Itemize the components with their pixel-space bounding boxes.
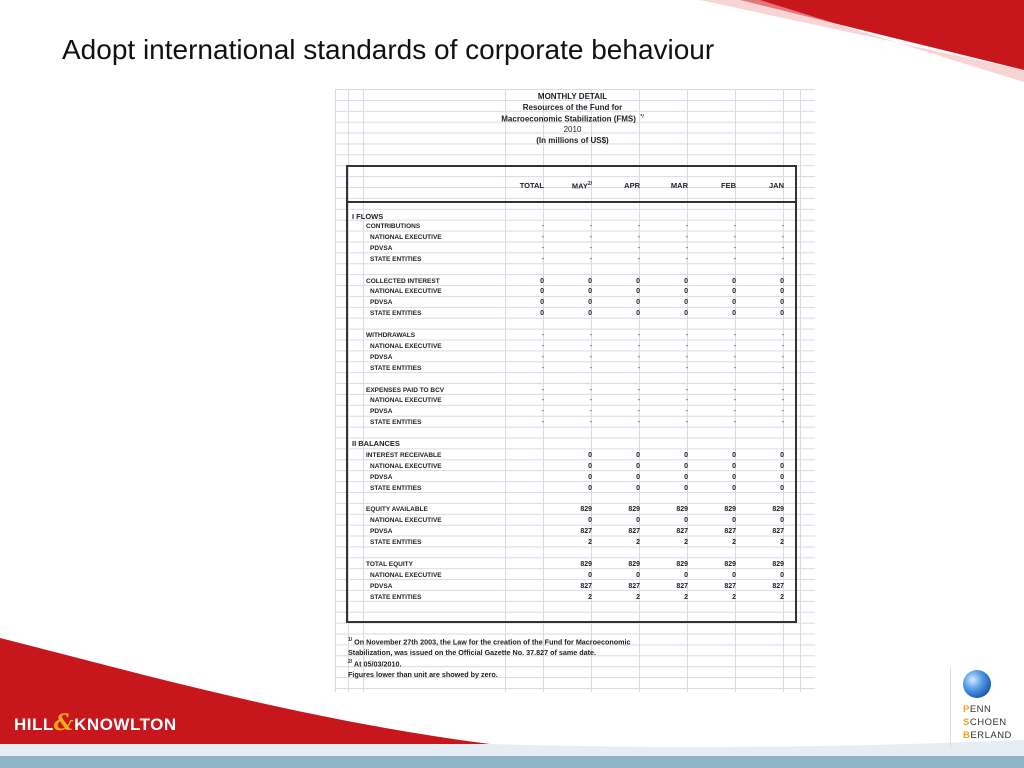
table-cell: 0: [732, 277, 736, 285]
table-cell: -: [589, 342, 592, 350]
table-cell: -: [733, 342, 736, 350]
table-cell: 2: [780, 593, 784, 601]
table-cell: -: [589, 386, 592, 394]
logo-ampersand: &: [53, 710, 75, 736]
table-cell: -: [685, 332, 688, 339]
table-cell: 2: [636, 539, 640, 547]
table-cell: -: [637, 223, 640, 230]
table-cell: 0: [588, 484, 592, 492]
table-cell: 2: [684, 539, 688, 547]
section-flows: I FLOWS: [352, 212, 384, 221]
table-cell: 827: [628, 528, 640, 536]
table-cell: 829: [676, 560, 688, 568]
table-cell: -: [781, 223, 784, 230]
table-cell: -: [589, 244, 592, 252]
table-cell: 0: [732, 451, 736, 459]
table-cell: -: [685, 386, 688, 394]
row-label: NATIONAL EXECUTIVE: [370, 517, 442, 525]
table-cell: -: [733, 353, 736, 361]
table-header-divider: [348, 201, 795, 203]
table-cell: 0: [588, 277, 592, 285]
table-cell: -: [733, 364, 736, 372]
table-cell: 829: [772, 560, 784, 568]
table-cell: 0: [588, 288, 592, 296]
table-cell: -: [637, 255, 640, 263]
table-cell: 0: [540, 299, 544, 307]
row-label: STATE ENTITIES: [370, 484, 422, 492]
table-cell: 0: [636, 571, 640, 579]
table-cell: -: [685, 397, 688, 405]
table-cell: -: [589, 364, 592, 372]
table-cell: 0: [540, 277, 544, 285]
logo-text: HILL: [14, 715, 54, 734]
row-label: PDVSA: [370, 582, 393, 590]
table-cell: -: [637, 408, 640, 416]
table-cell: -: [541, 244, 544, 252]
table-cell: -: [781, 353, 784, 361]
table-cell: -: [541, 233, 544, 241]
logo-text: KNOWLTON: [74, 715, 177, 734]
table-cell: -: [589, 255, 592, 263]
table-cell: -: [541, 332, 544, 339]
table-cell: -: [637, 386, 640, 394]
table-cell: 0: [588, 299, 592, 307]
footnote: Figures lower than unit are showed by zero.: [348, 670, 498, 679]
penn-schoen-berland-logo: [950, 668, 1017, 748]
row-label: PDVSA: [370, 528, 393, 536]
table-cell: -: [541, 353, 544, 361]
slide-title: Adopt international standards of corporate behaviour: [62, 34, 715, 65]
table-cell: 829: [628, 506, 640, 514]
table-cell: 2: [636, 593, 640, 601]
column-header-may: $MAY^{2/}$: [571, 181, 592, 191]
table-cell: 2: [588, 593, 592, 601]
header-note-marker: */: [640, 114, 644, 120]
table-cell: 827: [724, 582, 736, 590]
row-label: TOTAL EQUITY: [366, 560, 413, 568]
table-cell: 829: [580, 560, 592, 568]
table-cell: 2: [588, 539, 592, 547]
row-label: INTEREST RECEIVABLE: [366, 451, 442, 459]
bottom-blue-bar: [0, 756, 1024, 768]
table-cell: -: [781, 233, 784, 241]
table-cell: -: [541, 364, 544, 372]
row-label: STATE ENTITIES: [370, 364, 422, 372]
table-cell: 827: [676, 528, 688, 536]
table-cell: 0: [684, 571, 688, 579]
table-cell: 0: [636, 288, 640, 296]
table-cell: -: [637, 364, 640, 372]
row-label: NATIONAL EXECUTIVE: [370, 233, 442, 241]
table-cell: 827: [676, 582, 688, 590]
table-cell: -: [781, 244, 784, 252]
table-cell: -: [541, 419, 544, 427]
row-label: STATE ENTITIES: [370, 419, 422, 427]
table-cell: -: [733, 255, 736, 263]
table-cell: -: [589, 233, 592, 241]
table-cell: 0: [780, 299, 784, 307]
table-cell: -: [781, 408, 784, 416]
table-cell: 827: [772, 528, 784, 536]
table-cell: 0: [732, 310, 736, 318]
globe-icon: [963, 670, 991, 698]
table-cell: 0: [588, 473, 592, 481]
row-label: PDVSA: [370, 408, 393, 416]
table-cell: 0: [780, 277, 784, 285]
table-cell: 0: [780, 451, 784, 459]
table-cell: 0: [780, 571, 784, 579]
table-cell: 829: [724, 560, 736, 568]
table-cell: 0: [540, 310, 544, 318]
table-cell: -: [685, 419, 688, 427]
table-cell: 827: [724, 528, 736, 536]
table-cell: 2: [732, 593, 736, 601]
table-cell: -: [541, 342, 544, 350]
footnote: Stabilization, was issued on the Official Gazette No. 37.827 of same date.: [348, 648, 597, 657]
row-label: NATIONAL EXECUTIVE: [370, 288, 442, 296]
table-cell: -: [781, 342, 784, 350]
table-cell: -: [781, 419, 784, 427]
column-header-jan: JAN: [768, 181, 784, 190]
table-cell: -: [733, 223, 736, 230]
row-label: PDVSA: [370, 353, 393, 361]
table-cell: -: [781, 332, 784, 339]
table-cell: 0: [732, 571, 736, 579]
row-label: NATIONAL EXECUTIVE: [370, 462, 442, 470]
table-cell: 829: [676, 506, 688, 514]
table-cell: 0: [588, 462, 592, 470]
table-body-box: [346, 165, 797, 623]
table-cell: 0: [636, 484, 640, 492]
table-cell: -: [781, 364, 784, 372]
column-header-mar: MAR: [670, 181, 688, 190]
table-cell: 829: [772, 506, 784, 514]
table-cell: 0: [780, 288, 784, 296]
table-cell: -: [637, 397, 640, 405]
table-cell: -: [589, 408, 592, 416]
table-cell: 0: [540, 288, 544, 296]
table-cell: 2: [780, 539, 784, 547]
table-cell: -: [637, 244, 640, 252]
footnote: $^{2/}$ At 05/03/2010.: [348, 659, 402, 669]
table-cell: -: [733, 397, 736, 405]
table-cell: -: [541, 255, 544, 263]
table-cell: -: [637, 342, 640, 350]
row-label: CONTRIBUTIONS: [366, 223, 421, 230]
row-label: PDVSA: [370, 299, 393, 307]
table-header-line: (In millions of US$): [536, 136, 609, 145]
table-cell: -: [541, 397, 544, 405]
row-label: NATIONAL EXECUTIVE: [370, 397, 442, 405]
table-cell: -: [685, 255, 688, 263]
fms-monthly-detail-table: [335, 89, 815, 692]
table-cell: 0: [684, 451, 688, 459]
table-cell: 0: [732, 299, 736, 307]
table-cell: -: [637, 332, 640, 339]
table-cell: -: [685, 223, 688, 230]
table-cell: 0: [588, 451, 592, 459]
section-balances: II BALANCES: [352, 439, 400, 448]
hill-knowlton-logo: [14, 710, 177, 736]
table-cell: -: [685, 244, 688, 252]
table-cell: -: [637, 419, 640, 427]
table-cell: 0: [780, 473, 784, 481]
row-label: PDVSA: [370, 244, 393, 252]
table-cell: -: [637, 233, 640, 241]
table-cell: 0: [780, 484, 784, 492]
table-cell: -: [541, 408, 544, 416]
table-cell: -: [781, 386, 784, 394]
row-label: COLLECTED INTEREST: [366, 277, 440, 285]
table-cell: 0: [780, 517, 784, 525]
table-cell: 0: [636, 462, 640, 470]
row-label: STATE ENTITIES: [370, 593, 422, 601]
row-label: NATIONAL EXECUTIVE: [370, 342, 442, 350]
table-cell: -: [685, 408, 688, 416]
table-cell: -: [541, 223, 544, 230]
row-label: PDVSA: [370, 473, 393, 481]
table-cell: 0: [684, 277, 688, 285]
grid-line: [800, 89, 801, 692]
table-cell: 0: [636, 517, 640, 525]
table-cell: 0: [684, 473, 688, 481]
table-cell: 829: [628, 560, 640, 568]
table-header-line: Resources of the Fund for: [522, 103, 623, 112]
table-header-line: [335, 114, 810, 124]
table-cell: -: [685, 342, 688, 350]
table-cell: -: [589, 397, 592, 405]
table-header-text: Macroeconomic Stabilization (FMS): [501, 114, 636, 124]
table-cell: 0: [780, 310, 784, 318]
table-cell: -: [685, 233, 688, 241]
logo-line: PENN: [963, 704, 992, 715]
table-cell: -: [637, 353, 640, 361]
table-cell: 0: [636, 310, 640, 318]
table-cell: 0: [588, 571, 592, 579]
table-cell: 2: [684, 593, 688, 601]
row-label: EXPENSES PAID TO BCV: [366, 386, 445, 394]
table-cell: 0: [732, 462, 736, 470]
table-cell: 827: [772, 582, 784, 590]
table-cell: -: [541, 386, 544, 394]
table-cell: -: [589, 353, 592, 361]
table-cell: 829: [724, 506, 736, 514]
table-cell: -: [733, 244, 736, 252]
table-cell: 0: [732, 288, 736, 296]
row-label: STATE ENTITIES: [370, 539, 422, 547]
table-cell: -: [733, 233, 736, 241]
row-label: STATE ENTITIES: [370, 255, 422, 263]
table-header-line: 2010: [563, 125, 582, 134]
table-cell: 0: [732, 484, 736, 492]
row-label: EQUITY AVAILABLE: [366, 506, 428, 514]
table-cell: 2: [732, 539, 736, 547]
table-cell: -: [733, 408, 736, 416]
column-header-feb: FEB: [721, 181, 736, 190]
table-cell: 0: [636, 451, 640, 459]
table-cell: 827: [628, 582, 640, 590]
table-cell: 829: [580, 506, 592, 514]
table-cell: 0: [684, 310, 688, 318]
column-header-total: TOTAL: [519, 181, 544, 190]
table-cell: -: [589, 419, 592, 427]
may-note-marker: 2/: [587, 181, 592, 187]
table-cell: 827: [580, 582, 592, 590]
table-cell: -: [733, 386, 736, 394]
table-cell: -: [685, 364, 688, 372]
table-cell: 827: [580, 528, 592, 536]
table-cell: 0: [732, 517, 736, 525]
table-cell: 0: [780, 462, 784, 470]
table-cell: -: [589, 332, 592, 339]
table-cell: 0: [636, 299, 640, 307]
column-header-apr: APR: [624, 181, 640, 190]
table-cell: -: [589, 223, 592, 230]
table-cell: 0: [636, 277, 640, 285]
table-cell: -: [685, 353, 688, 361]
table-cell: 0: [684, 462, 688, 470]
table-cell: 0: [684, 299, 688, 307]
row-label: WITHDRAWALS: [366, 332, 416, 339]
table-cell: 0: [684, 484, 688, 492]
logo-line: BERLAND: [963, 730, 1012, 741]
table-cell: -: [733, 332, 736, 339]
row-label: STATE ENTITIES: [370, 310, 422, 318]
table-cell: 0: [588, 517, 592, 525]
footnote: $^{1/}$ On November 27th 2003, the Law for the creation of the Fund for Macroeconomic: [348, 637, 631, 647]
table-cell: 0: [684, 517, 688, 525]
table-cell: 0: [636, 473, 640, 481]
row-label: NATIONAL EXECUTIVE: [370, 571, 442, 579]
table-cell: 0: [588, 310, 592, 318]
table-cell: 0: [732, 473, 736, 481]
logo-line: SCHOEN: [963, 717, 1007, 728]
table-cell: -: [733, 419, 736, 427]
table-cell: -: [781, 397, 784, 405]
table-header-line: MONTHLY DETAIL: [537, 92, 608, 101]
table-cell: -: [781, 255, 784, 263]
table-cell: 0: [684, 288, 688, 296]
